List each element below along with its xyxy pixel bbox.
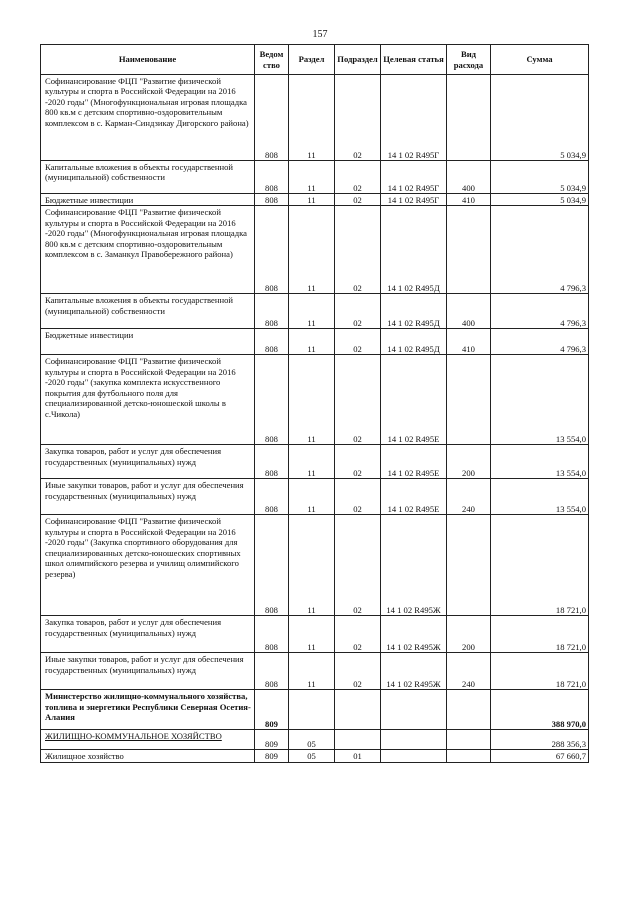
page-number: 157 <box>312 29 328 40</box>
cell-sum: 5 034,9 <box>491 194 589 206</box>
table-row <box>41 294 589 329</box>
cell-vr: 410 <box>447 329 491 355</box>
cell-vr: 200 <box>447 616 491 653</box>
cell-ved: 808 <box>255 616 289 653</box>
table-row <box>41 690 589 730</box>
cell-sum: 5 034,9 <box>491 161 589 194</box>
header-vr: Вид расхода <box>447 45 491 75</box>
cell-podrazdel: 02 <box>335 355 381 445</box>
cell-sum: 4 796,3 <box>491 329 589 355</box>
cell-vr <box>447 206 491 294</box>
table-row <box>41 75 589 161</box>
cell-vr <box>447 75 491 161</box>
cell-csr: 14 1 02 R495Д <box>381 294 447 329</box>
cell-csr: 14 1 02 R495Г <box>381 75 447 161</box>
cell-podrazdel: 02 <box>335 653 381 690</box>
cell-razdel: 11 <box>289 194 335 206</box>
cell-ved: 808 <box>255 75 289 161</box>
cell-podrazdel <box>335 690 381 730</box>
cell-vr <box>447 355 491 445</box>
cell-razdel: 11 <box>289 355 335 445</box>
cell-csr <box>381 730 447 750</box>
cell-sum: 18 721,0 <box>491 515 589 616</box>
cell-ved: 808 <box>255 479 289 515</box>
cell-csr: 14 1 02 R495Е <box>381 445 447 479</box>
cell-ved: 808 <box>255 194 289 206</box>
cell-vr: 200 <box>447 445 491 479</box>
cell-vr <box>447 750 491 762</box>
cell-csr: 14 1 02 R495Е <box>381 355 447 445</box>
table-row <box>41 653 589 690</box>
cell-sum: 288 356,3 <box>491 730 589 750</box>
cell-csr: 14 1 02 R495Г <box>381 194 447 206</box>
cell-name: Капитальные вложения в объекты государственной (муниципальной) собственности <box>41 161 255 194</box>
cell-vr: 410 <box>447 194 491 206</box>
header-podrazdel: Подраздел <box>335 45 381 75</box>
cell-sum: 13 554,0 <box>491 479 589 515</box>
cell-podrazdel: 02 <box>335 294 381 329</box>
cell-vr <box>447 515 491 616</box>
cell-razdel: 11 <box>289 329 335 355</box>
table-row <box>41 479 589 515</box>
table-row <box>41 194 589 206</box>
cell-ved: 809 <box>255 730 289 750</box>
cell-name: Бюджетные инвестиции <box>41 194 255 206</box>
cell-sum: 67 660,7 <box>491 750 589 762</box>
header-name: Наименование <box>41 45 255 75</box>
cell-csr: 14 1 02 R495Е <box>381 479 447 515</box>
header-ved: Ведом ство <box>255 45 289 75</box>
cell-razdel: 11 <box>289 75 335 161</box>
cell-ved: 808 <box>255 355 289 445</box>
cell-csr: 14 1 02 R495Г <box>381 161 447 194</box>
cell-razdel: 05 <box>289 730 335 750</box>
cell-csr <box>381 750 447 762</box>
cell-vr: 400 <box>447 161 491 194</box>
budget-table <box>40 44 589 763</box>
cell-podrazdel: 02 <box>335 479 381 515</box>
cell-razdel: 11 <box>289 653 335 690</box>
cell-razdel: 11 <box>289 206 335 294</box>
header-row <box>41 45 589 75</box>
cell-razdel: 05 <box>289 750 335 762</box>
table-row <box>41 355 589 445</box>
table-row <box>41 329 589 355</box>
cell-razdel: 11 <box>289 616 335 653</box>
cell-csr: 14 1 02 R495Ж <box>381 616 447 653</box>
cell-name: Софинансирование ФЦП "Развитие физической культуры и спорта в Российской Федерации на 2016 -2020 годы" (закупка комплекта искусственного покрытия для футбольного поля для специализированной детско-юношеской школы в с.Чикола) <box>41 355 255 445</box>
cell-name: Бюджетные инвестиции <box>41 329 255 355</box>
cell-name: Софинансирование ФЦП "Развитие физической культуры и спорта в Российской Федерации на 2016 -2020 годы" (Многофункциональная игровая площадка 800 кв.м с детским спортивно-оздоровительным комплексом в с. Карман-Синдзикау Дигорского района) <box>41 75 255 161</box>
cell-sum: 13 554,0 <box>491 445 589 479</box>
cell-ved: 809 <box>255 690 289 730</box>
cell-sum: 388 970,0 <box>491 690 589 730</box>
cell-podrazdel: 02 <box>335 206 381 294</box>
cell-name: Капитальные вложения в объекты государственной (муниципальной) собственности <box>41 294 255 329</box>
cell-vr: 400 <box>447 294 491 329</box>
cell-razdel <box>289 690 335 730</box>
cell-csr: 14 1 02 R495Ж <box>381 515 447 616</box>
cell-sum: 18 721,0 <box>491 653 589 690</box>
header-sum: Сумма <box>491 45 589 75</box>
cell-csr <box>381 690 447 730</box>
cell-name: Иные закупки товаров, работ и услуг для обеспечения государственных (муниципальных) нужд <box>41 479 255 515</box>
cell-podrazdel: 02 <box>335 616 381 653</box>
cell-ved: 808 <box>255 653 289 690</box>
cell-name: Закупка товаров, работ и услуг для обеспечения государственных (муниципальных) нужд <box>41 616 255 653</box>
table-row <box>41 515 589 616</box>
cell-ved: 808 <box>255 294 289 329</box>
cell-name: Закупка товаров, работ и услуг для обеспечения государственных (муниципальных) нужд <box>41 445 255 479</box>
cell-podrazdel <box>335 730 381 750</box>
cell-vr: 240 <box>447 479 491 515</box>
cell-razdel: 11 <box>289 294 335 329</box>
cell-podrazdel: 01 <box>335 750 381 762</box>
cell-razdel: 11 <box>289 479 335 515</box>
cell-razdel: 11 <box>289 445 335 479</box>
cell-podrazdel: 02 <box>335 329 381 355</box>
cell-name: Софинансирование ФЦП "Развитие физической культуры и спорта в Российской Федерации на 2016 -2020 годы" (Многофункциональная игровая площадка 800 кв.м с детским спортивно-оздоровительным комплексом в с. Заманкул Правобережного района) <box>41 206 255 294</box>
cell-name: Софинансирование ФЦП "Развитие физической культуры и спорта в Российской Федерации на 2016 -2020 годы" (Закупка спортивного оборудования для специализированных детско-юношеских спортивных школ олимпийского резерва и училищ олимпийского резерва) <box>41 515 255 616</box>
table-row <box>41 750 589 762</box>
cell-sum: 4 796,3 <box>491 294 589 329</box>
cell-vr <box>447 730 491 750</box>
cell-podrazdel: 02 <box>335 194 381 206</box>
cell-ved: 808 <box>255 329 289 355</box>
cell-razdel: 11 <box>289 515 335 616</box>
table-row <box>41 445 589 479</box>
cell-vr <box>447 690 491 730</box>
cell-vr: 240 <box>447 653 491 690</box>
cell-sum: 13 554,0 <box>491 355 589 445</box>
cell-sum: 18 721,0 <box>491 616 589 653</box>
cell-podrazdel: 02 <box>335 515 381 616</box>
table-row <box>41 206 589 294</box>
header-razdel: Раздел <box>289 45 335 75</box>
cell-podrazdel: 02 <box>335 445 381 479</box>
cell-podrazdel: 02 <box>335 75 381 161</box>
cell-name: Министерство жилищно-коммунального хозяйства, топлива и энергетики Республики Северная Осетия-Алания <box>41 690 255 730</box>
cell-podrazdel: 02 <box>335 161 381 194</box>
table-row <box>41 161 589 194</box>
cell-csr: 14 1 02 R495Ж <box>381 653 447 690</box>
cell-ved: 808 <box>255 445 289 479</box>
cell-sum: 5 034,9 <box>491 75 589 161</box>
cell-sum: 4 796,3 <box>491 206 589 294</box>
header-csr: Целевая статья <box>381 45 447 75</box>
cell-name: Иные закупки товаров, работ и услуг для обеспечения государственных (муниципальных) нужд <box>41 653 255 690</box>
cell-ved: 808 <box>255 206 289 294</box>
table-row <box>41 616 589 653</box>
cell-razdel: 11 <box>289 161 335 194</box>
cell-ved: 809 <box>255 750 289 762</box>
cell-ved: 808 <box>255 161 289 194</box>
cell-csr: 14 1 02 R495Д <box>381 206 447 294</box>
cell-csr: 14 1 02 R495Д <box>381 329 447 355</box>
cell-name: ЖИЛИЩНО-КОММУНАЛЬНОЕ ХОЗЯЙСТВО <box>41 730 255 750</box>
table-row <box>41 730 589 750</box>
cell-ved: 808 <box>255 515 289 616</box>
cell-name: Жилищное хозяйство <box>41 750 255 762</box>
